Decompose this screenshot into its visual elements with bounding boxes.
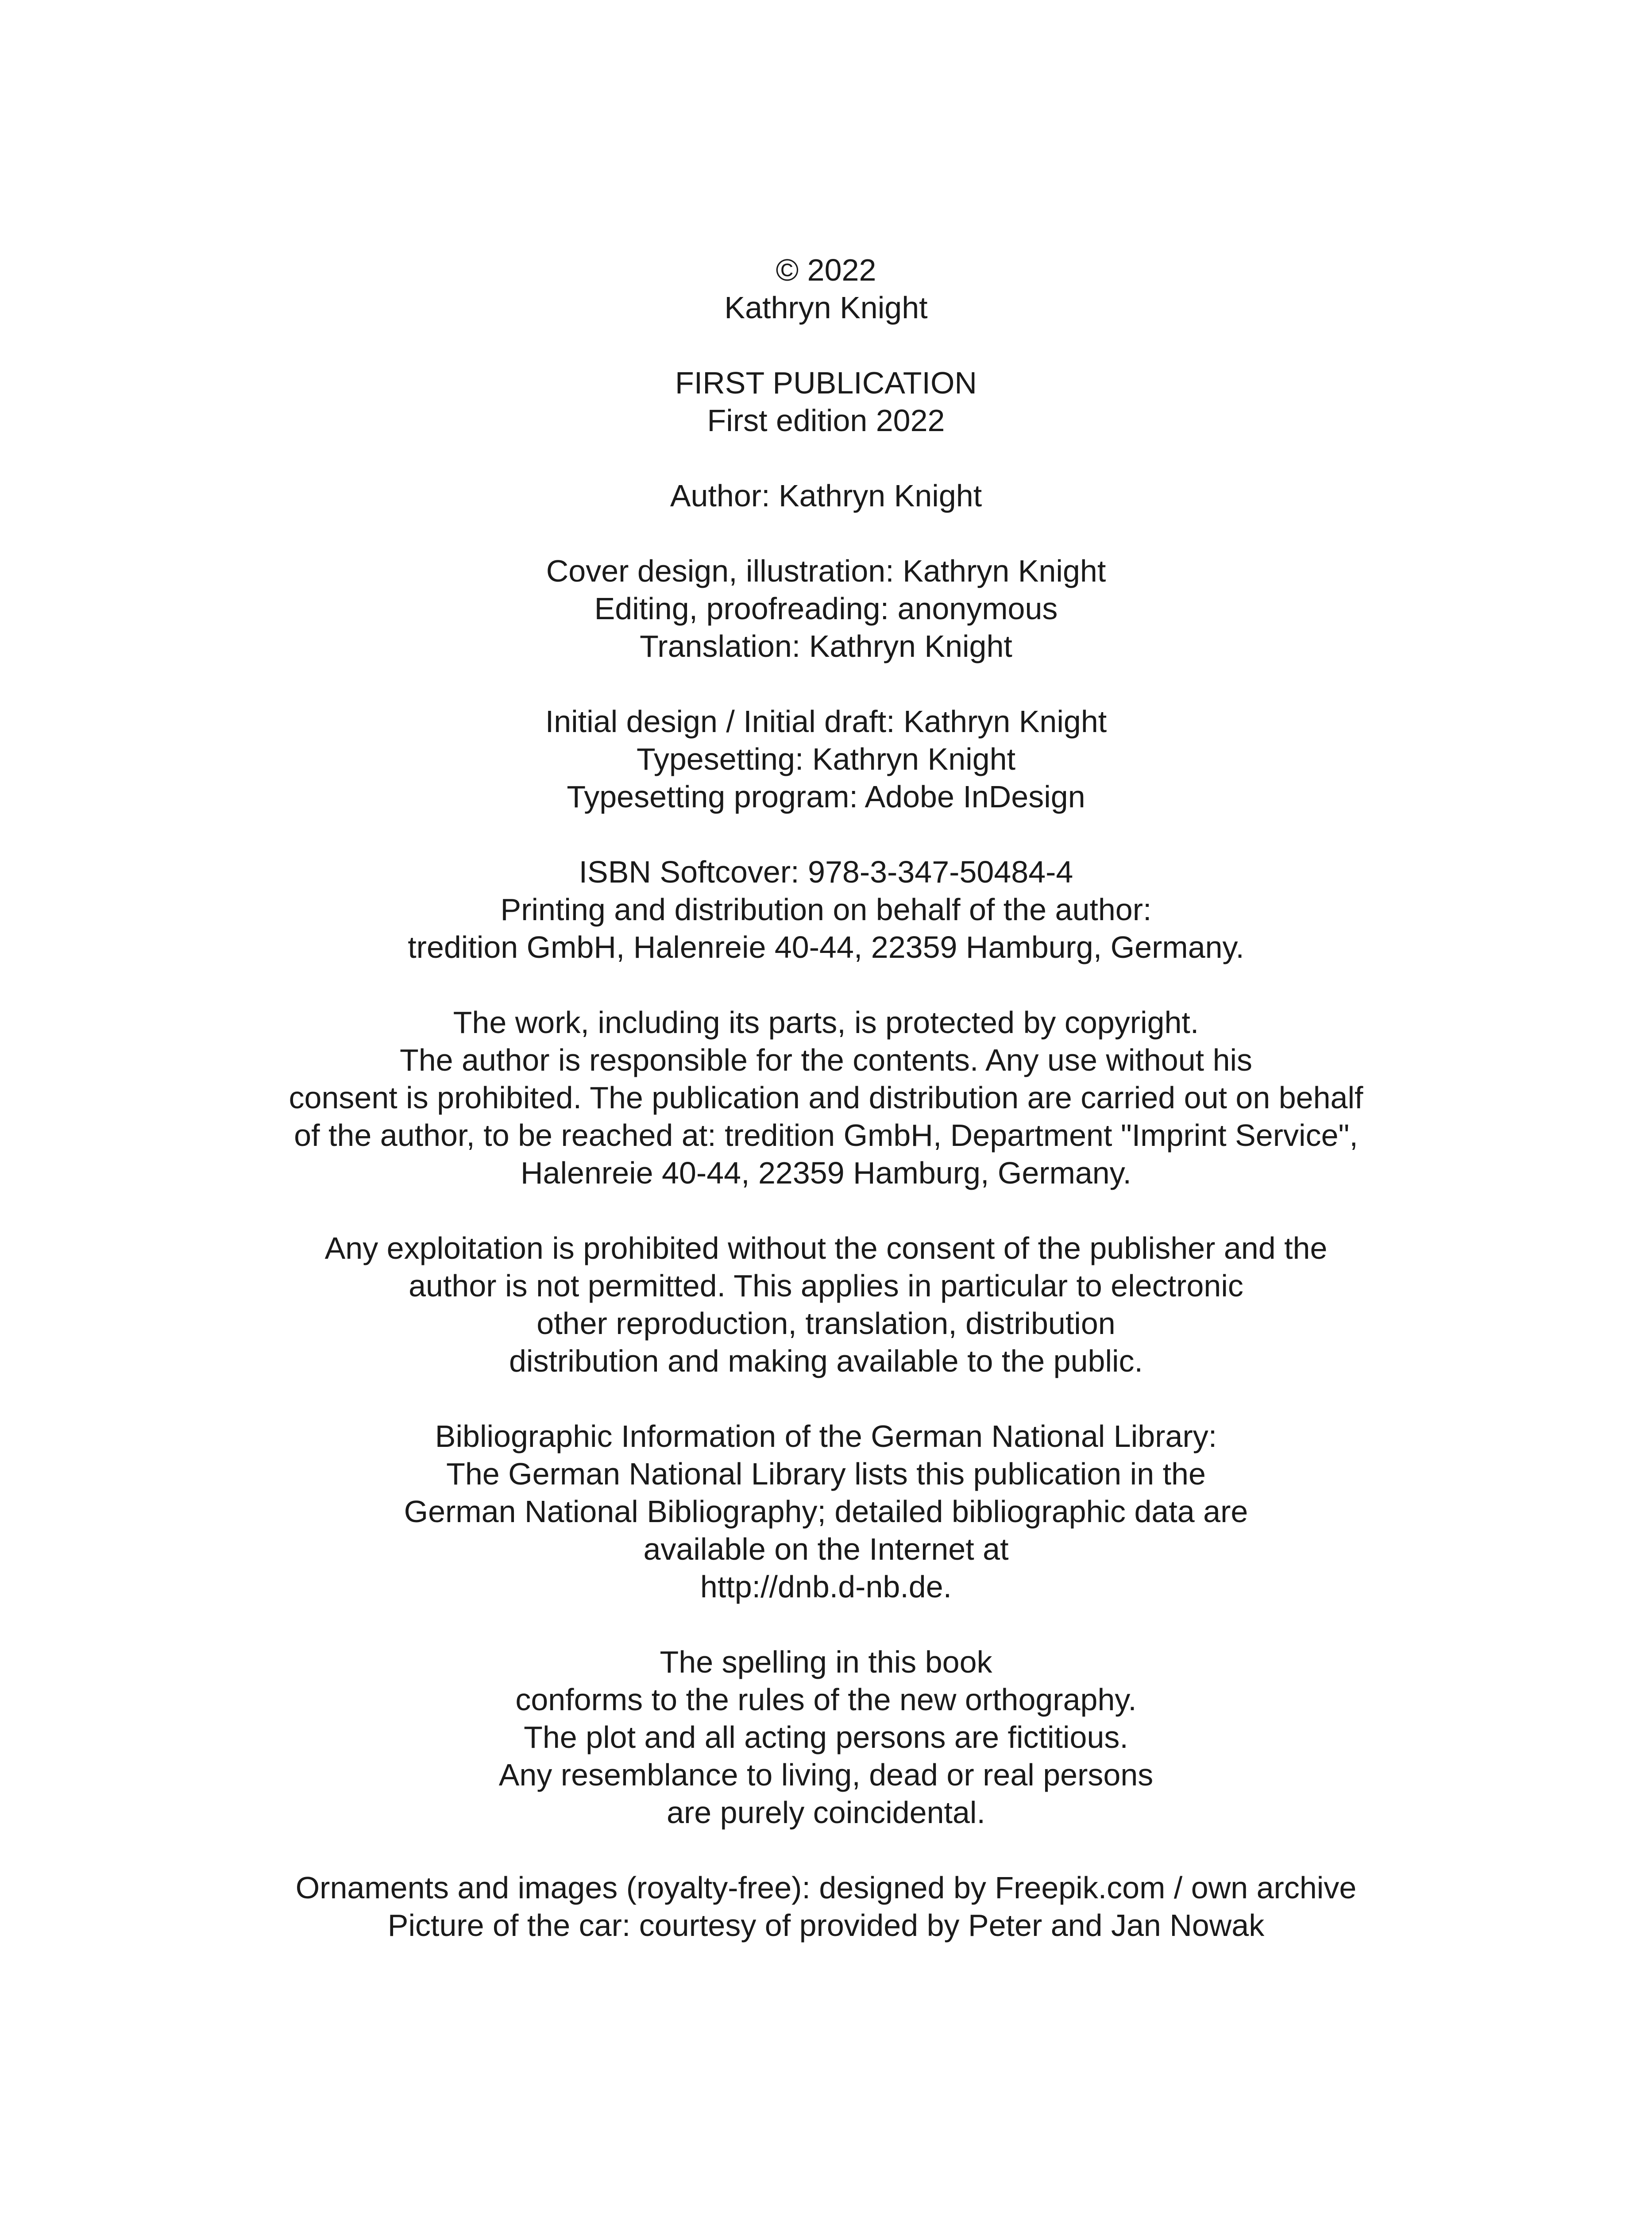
copyright-block bbox=[177, 251, 1475, 327]
translation-credit: Translation: Kathryn Knight bbox=[640, 629, 1012, 663]
production-block bbox=[177, 703, 1475, 816]
typesetting-credit: Typesetting: Kathryn Knight bbox=[636, 742, 1016, 776]
cover-credit: Cover design, illustration: Kathryn Knight bbox=[546, 554, 1106, 588]
copyright-notice-line: consent is prohibited. The publication and distribution are carried out on behalf bbox=[289, 1080, 1363, 1115]
disclaimer-line: conforms to the rules of the new orthography. bbox=[515, 1682, 1137, 1717]
image-credit-line: Picture of the car: courtesy of provided by Peter and Jan Nowak bbox=[387, 1908, 1265, 1943]
bibliographic-line: available on the Internet at bbox=[643, 1532, 1009, 1566]
bibliographic-line: The German National Library lists this publication in the bbox=[446, 1457, 1206, 1491]
isbn-line: ISBN Softcover: 978-3-347-50484-4 bbox=[579, 855, 1073, 889]
exploitation-notice-block bbox=[177, 1230, 1475, 1380]
exploitation-notice-line: other reproduction, translation, distribution bbox=[537, 1306, 1115, 1341]
copyright-year: © 2022 bbox=[776, 253, 876, 287]
copyright-holder: Kathryn Knight bbox=[724, 290, 928, 325]
edition-line: First edition 2022 bbox=[707, 403, 945, 438]
imprint-text bbox=[177, 251, 1475, 1944]
publication-block bbox=[177, 364, 1475, 440]
image-credits-block bbox=[177, 1869, 1475, 1944]
printing-line: Printing and distribution on behalf of the author: bbox=[500, 892, 1152, 927]
bibliographic-line: German National Bibliography; detailed bibliographic data are bbox=[404, 1494, 1248, 1529]
author-block bbox=[177, 477, 1475, 515]
copyright-notice-line: The author is responsible for the contents. Any use without his bbox=[399, 1043, 1253, 1077]
isbn-block bbox=[177, 853, 1475, 966]
copyright-notice-line: of the author, to be reached at: tredition GmbH, Department "Imprint Service", bbox=[294, 1118, 1358, 1153]
exploitation-notice-line: Any exploitation is prohibited without the consent of the publisher and the bbox=[324, 1231, 1328, 1265]
author-line: Author: Kathryn Knight bbox=[670, 478, 982, 513]
disclaimer-line: Any resemblance to living, dead or real persons bbox=[498, 1758, 1154, 1792]
copyright-notice-line: Halenreie 40-44, 22359 Hamburg, Germany. bbox=[520, 1156, 1131, 1190]
editing-credit: Editing, proofreading: anonymous bbox=[594, 591, 1058, 626]
dnb-url: http://dnb.d-nb.de. bbox=[700, 1569, 952, 1604]
publisher-address: tredition GmbH, Halenreie 40-44, 22359 Hamburg, Germany. bbox=[408, 930, 1244, 964]
bibliographic-line: Bibliographic Information of the German National Library: bbox=[435, 1419, 1217, 1453]
image-credit-line: Ornaments and images (royalty-free): designed by Freepik.com / own archive bbox=[295, 1870, 1357, 1905]
typesetting-program: Typesetting program: Adobe InDesign bbox=[567, 779, 1085, 814]
copyright-notice-block bbox=[177, 1004, 1475, 1192]
disclaimer-line: The plot and all acting persons are fictitious. bbox=[524, 1720, 1128, 1754]
initial-design-credit: Initial design / Initial draft: Kathryn Knight bbox=[545, 704, 1107, 739]
credits-block bbox=[177, 552, 1475, 665]
exploitation-notice-line: author is not permitted. This applies in particular to electronic bbox=[409, 1268, 1243, 1303]
disclaimer-line: The spelling in this book bbox=[660, 1645, 992, 1679]
bibliographic-block bbox=[177, 1418, 1475, 1606]
copyright-notice-line: The work, including its parts, is protected by copyright. bbox=[453, 1005, 1199, 1040]
publication-title: FIRST PUBLICATION bbox=[675, 366, 977, 400]
disclaimer-line: are purely coincidental. bbox=[667, 1795, 985, 1830]
disclaimer-block bbox=[177, 1643, 1475, 1831]
exploitation-notice-line: distribution and making available to the public. bbox=[509, 1344, 1143, 1378]
